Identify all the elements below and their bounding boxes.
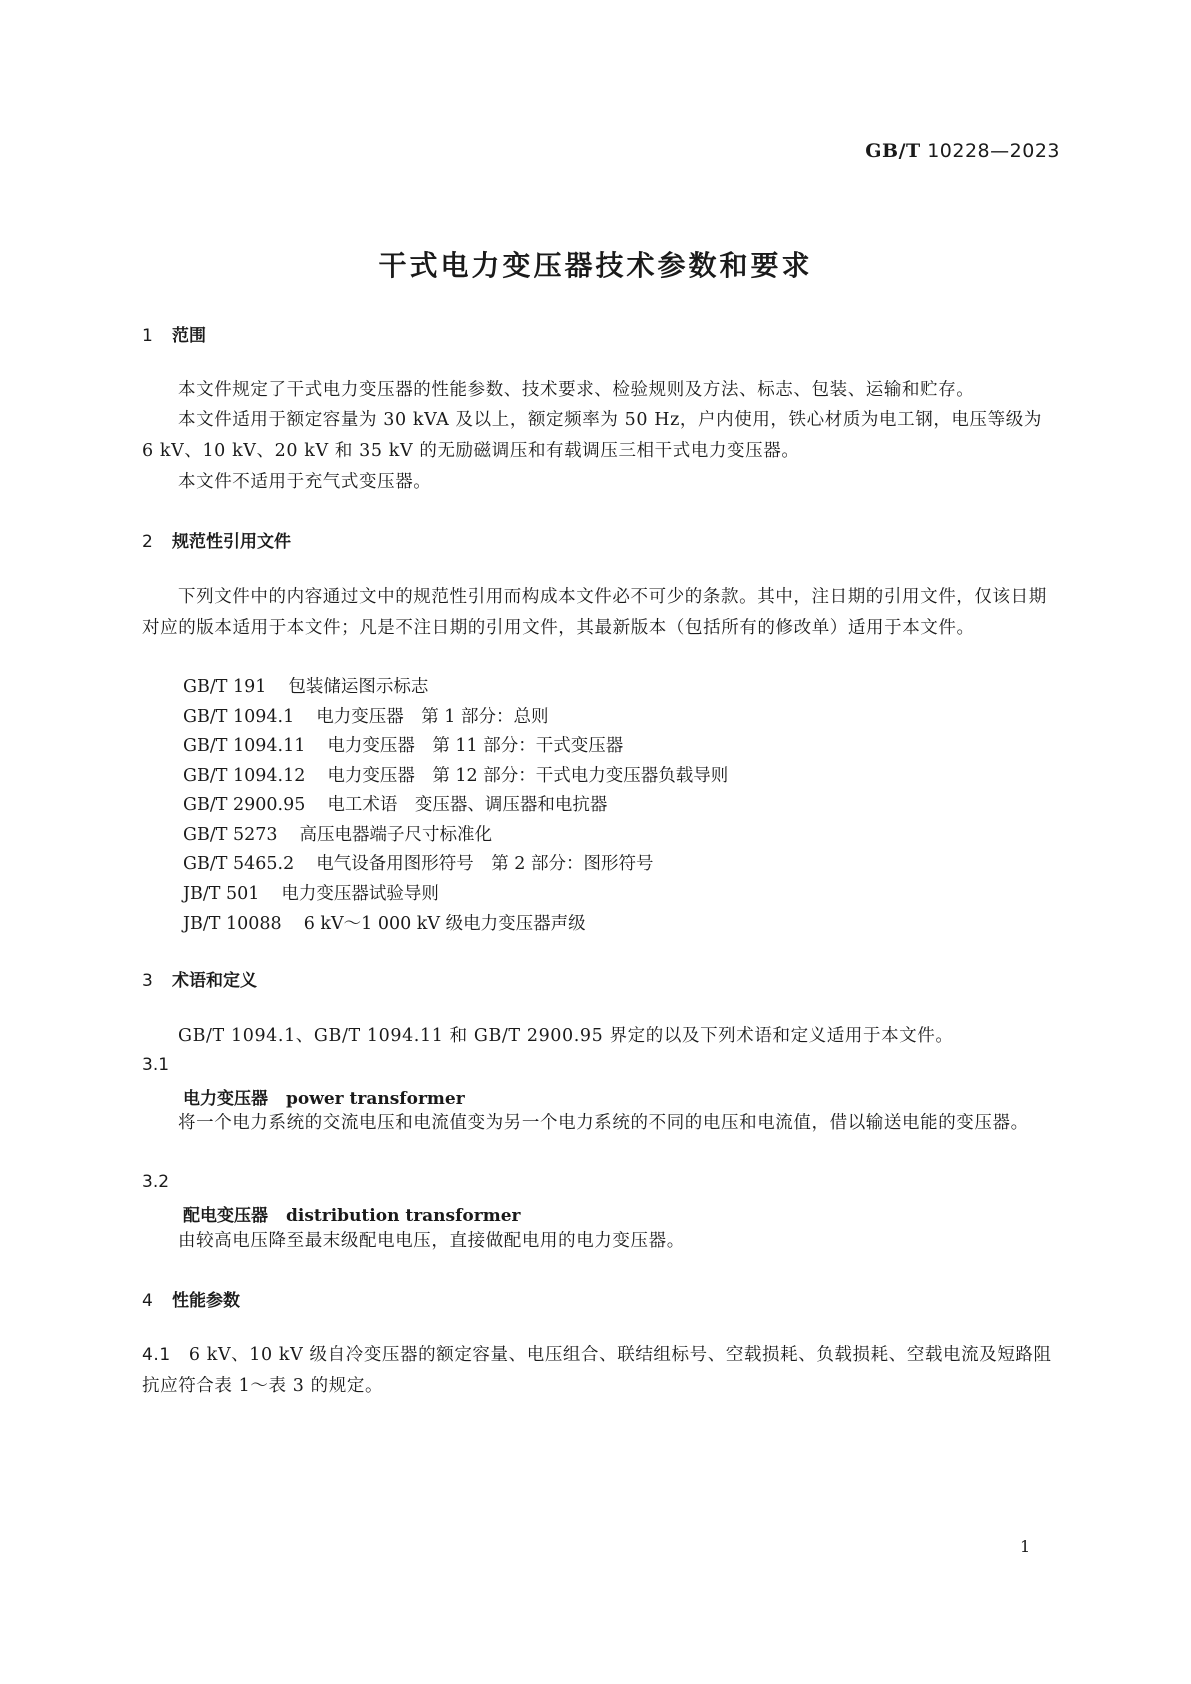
reference-title: 电力变压器 第 11 部分：干式变压器 [327, 736, 624, 756]
section-4-heading [142, 1286, 240, 1311]
clause-number: 4.1 [142, 1345, 171, 1365]
term-number: 3.2 [142, 1172, 170, 1192]
normative-reference [183, 850, 653, 875]
reference-title: 高压电器端子尺寸标准化 [299, 825, 493, 845]
reference-title: 电气设备用图形符号 第 2 部分：图形符号 [316, 854, 654, 874]
section-3-paragraph-1: GB/T 1094.1、GB/T 1094.11 和 GB/T 2900.95 界定的以及下列术语和定义适用于本文件。 [178, 1026, 954, 1046]
reference-code: GB/T 5273 [183, 825, 278, 845]
normative-reference [183, 821, 492, 846]
term-heading [183, 1201, 520, 1226]
term-definition: 将一个电力系统的交流电压和电流值变为另一个电力系统的不同的电压和电流值，借以输送电能的变压器。 [178, 1113, 1029, 1133]
reference-code: GB/T 2900.95 [183, 795, 306, 815]
section-title: 范围 [172, 326, 206, 346]
reference-title: 包装储运图示标志 [288, 677, 429, 697]
section-1-paragraph-3: 本文件不适用于充气式变压器。 [178, 472, 432, 492]
reference-code: JB/T 10088 [183, 914, 282, 934]
section-title: 术语和定义 [172, 971, 257, 991]
section-number: 4 [142, 1291, 153, 1311]
section-1-paragraph-2: 本文件适用于额定容量为 30 kVA 及以上，额定频率为 50 Hz，户内使用，铁心材质为电工钢，电压等级为 6 kV、10 kV、20 kV 和 35 kV 的无励磁调压和有载调压三相干式电力变压器。 [142, 410, 1042, 461]
term-chinese: 配电变压器 [183, 1206, 268, 1226]
section-title: 性能参数 [172, 1291, 240, 1311]
standard-prefix: GB/T [865, 140, 921, 162]
normative-reference [183, 762, 728, 787]
clause-4-1 [142, 1340, 1056, 1402]
reference-title: 电力变压器试验导则 [281, 884, 439, 904]
term-number: 3.1 [142, 1055, 170, 1075]
section-title: 规范性引用文件 [172, 532, 291, 552]
term-english: power transformer [286, 1089, 465, 1109]
reference-title: 6 kV～1 000 kV 级电力变压器声级 [303, 914, 586, 934]
document-title: 干式电力变压器技术参数和要求 [378, 249, 813, 282]
section-number: 2 [142, 532, 153, 552]
standard-number [865, 140, 1060, 162]
standard-code: 10228—2023 [920, 140, 1060, 162]
normative-reference [183, 880, 439, 905]
term-english: distribution transformer [286, 1206, 521, 1226]
section-3-heading [142, 966, 257, 991]
reference-title: 电力变压器 第 12 部分：干式电力变压器负载导则 [327, 766, 729, 786]
section-number: 1 [142, 326, 153, 346]
normative-reference [183, 703, 548, 728]
section-2-paragraph-1: 下列文件中的内容通过文中的规范性引用而构成本文件必不可少的条款。其中，注日期的引用文件，仅该日期对应的版本适用于本文件；凡是不注日期的引用文件，其最新版本（包括所有的修改单）适用于本文件。 [142, 587, 1047, 638]
normative-reference [183, 673, 428, 698]
reference-code: JB/T 501 [183, 884, 260, 904]
term-heading [183, 1084, 465, 1109]
normative-reference [183, 910, 586, 935]
normative-reference [183, 791, 607, 816]
reference-code: GB/T 1094.1 [183, 707, 295, 727]
clause-text: 6 kV、10 kV 级自冷变压器的额定容量、电压组合、联结组标号、空载损耗、负载损耗、空载电流及短路阻抗应符合表 1～表 3 的规定。 [142, 1345, 1052, 1396]
reference-code: GB/T 1094.12 [183, 766, 306, 786]
reference-title: 电工术语 变压器、调压器和电抗器 [327, 795, 608, 815]
term-chinese: 电力变压器 [183, 1089, 268, 1109]
page-number: 1 [1020, 1537, 1031, 1556]
section-2-heading [142, 527, 291, 552]
reference-title: 电力变压器 第 1 部分：总则 [316, 707, 549, 727]
reference-code: GB/T 1094.11 [183, 736, 306, 756]
section-number: 3 [142, 971, 153, 991]
term-definition: 由较高电压降至最末级配电电压，直接做配电用的电力变压器。 [178, 1231, 685, 1251]
section-1-heading [142, 321, 206, 346]
reference-code: GB/T 5465.2 [183, 854, 295, 874]
section-1-paragraph-1: 本文件规定了干式电力变压器的性能参数、技术要求、检验规则及方法、标志、包装、运输和贮存。 [178, 380, 975, 400]
normative-reference [183, 732, 623, 757]
reference-code: GB/T 191 [183, 677, 267, 697]
